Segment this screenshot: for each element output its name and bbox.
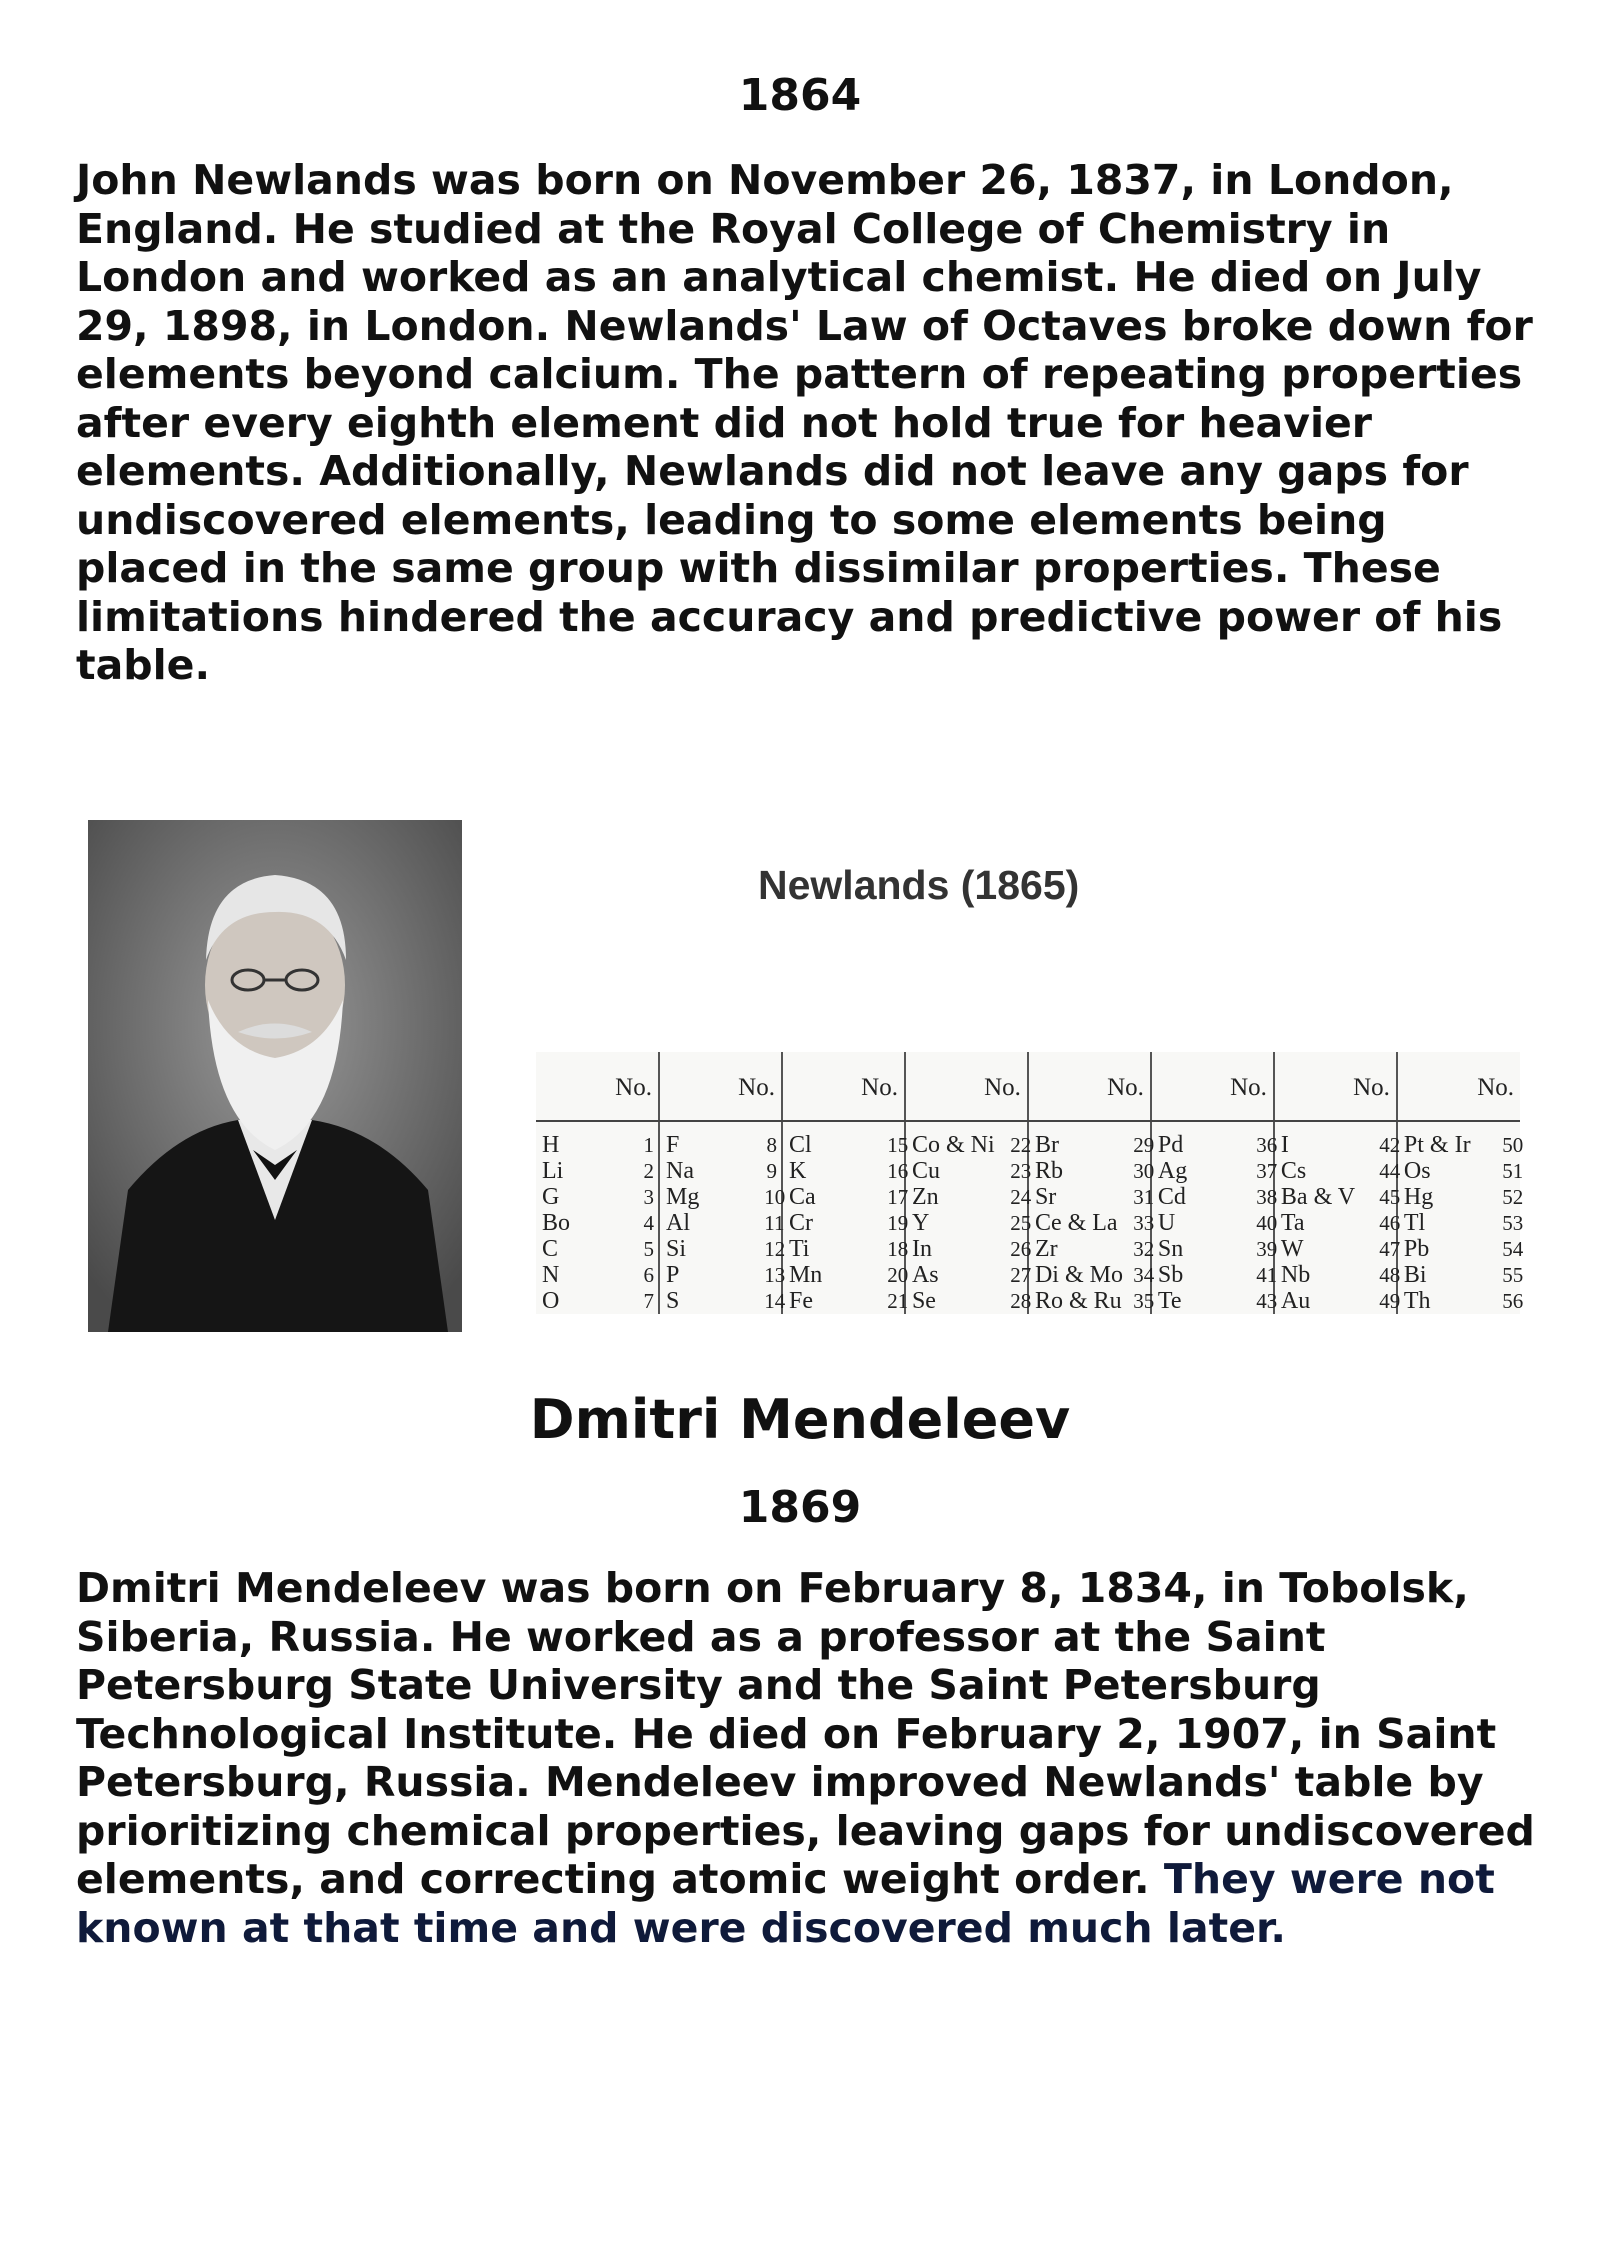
year-1869-heading: 1869: [738, 1482, 862, 1533]
element-number-cell: 45: [1379, 1185, 1401, 1209]
element-number-cell: 23: [1010, 1159, 1032, 1183]
element-number-cell: 14: [764, 1289, 786, 1313]
element-number-cell: 16: [887, 1159, 909, 1183]
column-header-no: No.: [905, 1052, 1028, 1121]
element-number-cell: 50: [1502, 1133, 1524, 1157]
element-symbol-cell: Fe: [788, 1288, 813, 1314]
element-symbol-cell: Pd: [1157, 1132, 1184, 1158]
newlands-table-title: Newlands (1865): [758, 862, 1080, 908]
element-number-cell: 41: [1256, 1263, 1278, 1287]
element-symbol-cell: Tl: [1403, 1210, 1426, 1236]
element-number-cell: 52: [1502, 1185, 1524, 1209]
table-body: [536, 1121, 1524, 1314]
element-number-cell: 44: [1379, 1159, 1401, 1183]
element-symbol-cell: Cl: [788, 1132, 812, 1158]
column-header-no: No.: [659, 1052, 782, 1121]
table-row: [536, 1184, 1520, 1210]
element-symbol-cell: Pt & Ir: [1403, 1132, 1471, 1158]
table-row: [536, 1158, 1520, 1184]
element-symbol-cell: F: [665, 1132, 680, 1158]
element-symbol-cell: Br: [1034, 1132, 1059, 1158]
element-number-cell: 55: [1502, 1263, 1524, 1287]
column-header-no: No.: [1151, 1052, 1274, 1121]
element-symbol-cell: Sb: [1157, 1262, 1184, 1288]
element-number-cell: 9: [762, 1158, 782, 1184]
element-symbol-cell: Y: [911, 1210, 930, 1236]
column-header-no: No.: [782, 1052, 905, 1121]
element-number-cell: 53: [1502, 1211, 1524, 1235]
element-number-cell: 39: [1256, 1237, 1278, 1261]
mendeleev-biography-note: They were not known at that time and were discovered much later.: [76, 1855, 1495, 1952]
newlands-octaves-table: [536, 1052, 1524, 1314]
element-number-cell: 28: [1010, 1289, 1032, 1313]
element-symbol-cell: Sr: [1034, 1184, 1057, 1210]
table-row: [536, 1236, 1520, 1262]
element-number-cell: 15: [885, 1121, 905, 1158]
element-number-cell: 37: [1256, 1159, 1278, 1183]
element-symbol-cell: Se: [911, 1288, 936, 1314]
element-symbol-cell: Cu: [911, 1158, 940, 1184]
element-symbol-cell: Hg: [1403, 1184, 1434, 1210]
element-symbol-cell: I: [1280, 1132, 1289, 1158]
element-symbol-cell: Zr: [1034, 1236, 1058, 1262]
element-symbol-cell: Ag: [1157, 1158, 1188, 1184]
element-number-cell: 1: [639, 1121, 659, 1158]
element-number-cell: 54: [1502, 1237, 1524, 1261]
element-number-cell: 27: [1010, 1263, 1032, 1287]
element-number-cell: 51: [1502, 1159, 1524, 1183]
mendeleev-biography-text: Dmitri Mendeleev was born on February 8, 1834, in Tobolsk, Siberia, Russia. He worked as a professor at the Saint Petersburg State University and the Saint Petersburg Technological Institute. He died on February 2, 1907, in Saint Petersburg, Russia. Mendeleev improved Newlands' table by prioritizing chemical properties, leaving gaps for undiscovered elements, and correcting atomic weight order.: [76, 1564, 1535, 1903]
element-symbol-cell: Bi: [1403, 1262, 1427, 1288]
element-symbol-cell: Cs: [1280, 1158, 1307, 1184]
element-symbol-cell: Ti: [788, 1236, 810, 1262]
element-number-cell: 31: [1133, 1185, 1155, 1209]
element-number-cell: 56: [1502, 1289, 1524, 1313]
element-symbol-cell: Rb: [1034, 1158, 1063, 1184]
element-symbol-cell: Li: [542, 1158, 564, 1184]
element-symbol-cell: G: [542, 1184, 560, 1210]
element-number-cell: 47: [1379, 1237, 1401, 1261]
column-header-no: No.: [1397, 1052, 1520, 1121]
element-number-cell: 18: [887, 1237, 909, 1261]
element-number-cell: 10: [764, 1185, 786, 1209]
element-symbol-cell: Th: [1403, 1288, 1431, 1314]
element-symbol-cell: W: [1280, 1236, 1304, 1262]
element-number-cell: 43: [1256, 1289, 1278, 1313]
element-number-cell: 11: [764, 1211, 785, 1235]
element-symbol-cell: Ta: [1280, 1210, 1305, 1236]
element-symbol-cell: Cd: [1157, 1184, 1186, 1210]
element-number-cell: 20: [887, 1263, 909, 1287]
element-number-cell: 30: [1133, 1159, 1155, 1183]
element-number-cell: 6: [639, 1262, 659, 1288]
element-number-cell: 35: [1133, 1289, 1155, 1313]
element-number-cell: 17: [887, 1185, 909, 1209]
element-number-cell: 4: [639, 1210, 659, 1236]
element-number-cell: 46: [1379, 1211, 1401, 1235]
element-number-cell: 49: [1379, 1289, 1401, 1313]
element-symbol-cell: P: [665, 1262, 680, 1288]
element-symbol-cell: In: [911, 1236, 932, 1262]
portrait-illustration: [88, 820, 462, 1332]
table-row: [536, 1262, 1520, 1288]
element-number-cell: 24: [1010, 1185, 1032, 1209]
element-number-cell: 26: [1010, 1237, 1032, 1261]
element-symbol-cell: Co & Ni: [911, 1132, 995, 1158]
table-row: [536, 1288, 1520, 1314]
table-header-row: [536, 1052, 1520, 1121]
element-number-cell: 33: [1133, 1211, 1155, 1235]
element-symbol-cell: C: [542, 1236, 559, 1262]
element-symbol-cell: Si: [665, 1236, 686, 1262]
element-number-cell: 38: [1256, 1185, 1278, 1209]
element-symbol-cell: Pb: [1403, 1236, 1430, 1262]
element-number-cell: 34: [1133, 1263, 1155, 1287]
john-newlands-portrait: [88, 820, 462, 1332]
element-number-cell: 3: [639, 1184, 659, 1210]
column-header-no: No.: [1028, 1052, 1151, 1121]
column-header-no: No.: [1274, 1052, 1397, 1121]
element-number-cell: 32: [1133, 1237, 1155, 1261]
element-number-cell: 40: [1256, 1211, 1278, 1235]
year-1864-heading: 1864: [738, 70, 862, 121]
table-row: [536, 1121, 1520, 1158]
element-symbol-cell: Ba & V: [1280, 1184, 1356, 1210]
element-number-cell: 29: [1131, 1121, 1151, 1158]
element-symbol-cell: Ce & La: [1034, 1210, 1118, 1236]
element-number-cell: 13: [764, 1263, 786, 1287]
element-number-cell: 12: [764, 1237, 786, 1261]
element-symbol-cell: U: [1157, 1210, 1176, 1236]
element-number-cell: 7: [639, 1288, 659, 1314]
element-symbol-cell: K: [788, 1158, 807, 1184]
element-number-cell: 21: [887, 1289, 909, 1313]
element-symbol-cell: Os: [1403, 1158, 1431, 1184]
element-number-cell: 22: [1008, 1121, 1028, 1158]
element-number-cell: 25: [1010, 1211, 1032, 1235]
element-symbol-cell: Ca: [788, 1184, 816, 1210]
element-symbol-cell: Nb: [1280, 1262, 1311, 1288]
element-symbol-cell: Na: [665, 1158, 694, 1184]
element-number-cell: 19: [887, 1211, 909, 1235]
element-symbol-cell: Ro & Ru: [1034, 1288, 1122, 1314]
element-number-cell: 5: [639, 1236, 659, 1262]
column-header-no: No.: [536, 1052, 659, 1121]
element-symbol-cell: Mg: [665, 1184, 700, 1210]
element-symbol-cell: H: [542, 1132, 560, 1158]
element-symbol-cell: Mn: [788, 1262, 823, 1288]
element-symbol-cell: Al: [665, 1210, 690, 1236]
table-row: [536, 1210, 1520, 1236]
element-number-cell: 2: [639, 1158, 659, 1184]
element-number-cell: 42: [1377, 1121, 1397, 1158]
element-symbol-cell: S: [665, 1288, 680, 1314]
element-symbol-cell: Te: [1157, 1288, 1182, 1314]
newlands-biography-paragraph: John Newlands was born on November 26, 1837, in London, England. He studied at the Royal College of Chemistry in London and worked as an analytical chemist. He died on July 29, 1898, in London. Newlands' Law of Octaves broke down for elements beyond calcium. The pattern of repeating properties after every eighth element did not hold true for heavier elements. Additionally, Newlands did not leave any gaps for undiscovered elements, leading to some elements being placed in the same group with dissimilar properties. These limitations hindered the accuracy and predictive power of his table.: [76, 156, 1533, 689]
element-symbol-cell: Di & Mo: [1034, 1262, 1123, 1288]
element-symbol-cell: As: [911, 1262, 939, 1288]
element-symbol-cell: Zn: [911, 1184, 939, 1210]
element-symbol-cell: Sn: [1157, 1236, 1184, 1262]
element-number-cell: 8: [762, 1121, 782, 1158]
mendeleev-heading: Dmitri Mendeleev: [529, 1388, 1071, 1451]
element-symbol-cell: O: [542, 1288, 560, 1314]
element-symbol-cell: Bo: [542, 1210, 571, 1236]
element-symbol-cell: Cr: [788, 1210, 813, 1236]
element-number-cell: 36: [1254, 1121, 1274, 1158]
element-symbol-cell: Au: [1280, 1288, 1311, 1314]
mendeleev-biography-paragraph: [76, 1564, 1536, 1952]
element-symbol-cell: N: [542, 1262, 560, 1288]
element-number-cell: 48: [1379, 1263, 1401, 1287]
